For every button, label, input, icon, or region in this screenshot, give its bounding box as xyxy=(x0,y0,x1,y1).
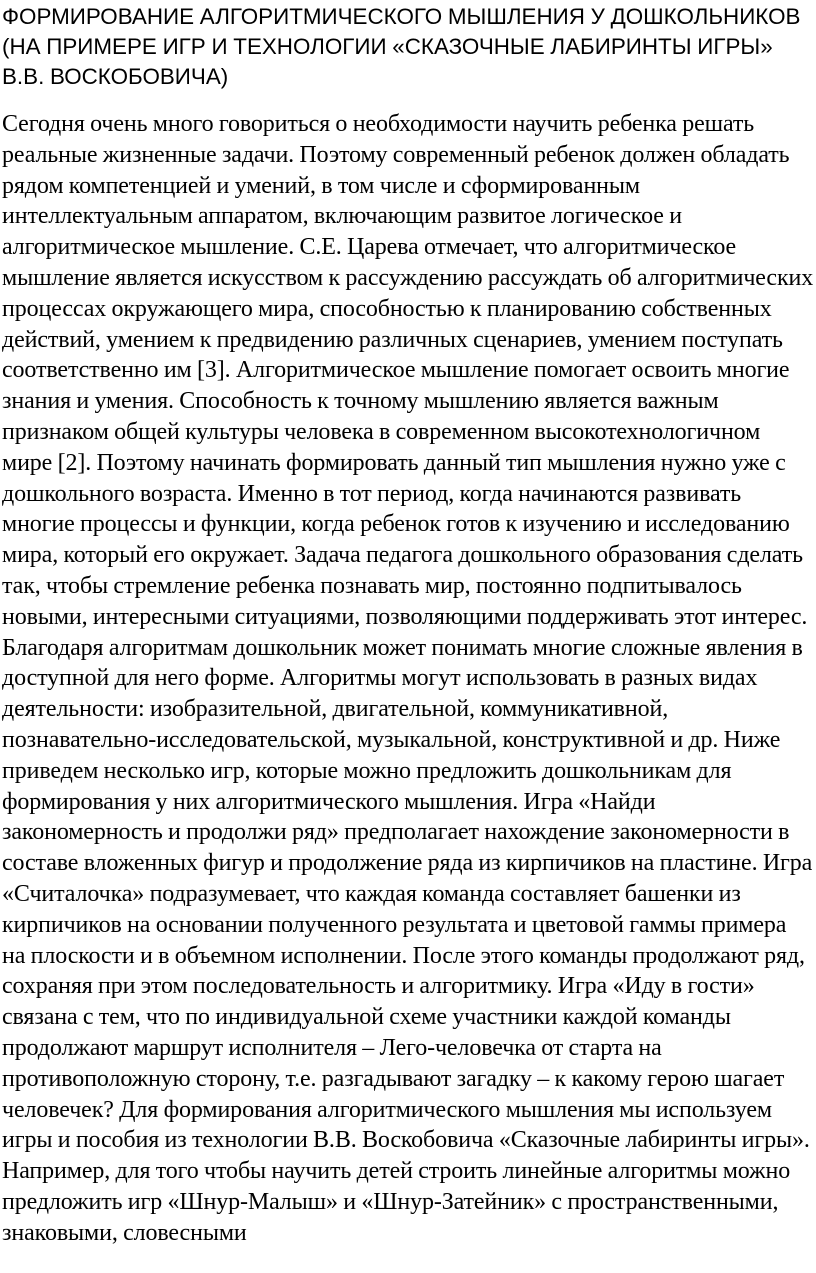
document-title: ФОРМИРОВАНИЕ АЛГОРИТМИЧЕСКОГО МЫШЛЕНИЯ У ДОШКОЛЬНИКОВ (НА ПРИМЕРЕ ИГР И ТЕХНОЛОГИИ «СКАЗОЧНЫЕ ЛАБИРИНТЫ ИГРЫ» В.В. ВОСКОБОВИЧА) xyxy=(2,4,801,89)
body-paragraph: Сегодня очень много говориться о необходимости научить ребенка решать реальные жизненные задачи. Поэтому современный ребенок должен обладать рядом компетенцией и умений, в том числе и сформированным интеллектуальным аппаратом, включающим развитое логическое и алгоритмическое мышление. С.Е. Царева отмечает, что алгоритмическое мышление является искусством к рассуждению рассуждать об алгоритмических процессах окружающего мира, способностью к планированию собственных действий, умением к предвидению различных сценариев, умением поступать соответственно им [3]. Алгоритмическое мышление помогает освоить многие знания и умения. Способность к точному мышлению является важным признаком общей культуры человека в современном высокотехнологичном мире [2]. Поэтому начинать формировать данный тип мышления нужно уже с дошкольного возраста. Именно в тот период, когда начинаются развивать многие процессы и функции, когда ребенок готов к изучению и исследованию мира, который его окружает. Задача педагога дошкольного образования сделать так, чтобы стремление ребенка познавать мир, постоянно подпитывалось новыми, интересными ситуациями, позволяющими поддерживать этот интерес. Благодаря алгоритмам дошкольник может понимать многие сложные явления в доступной для него форме. Алгоритмы могут использовать в разных видах деятельности: изобразительной, двигательной, коммуникативной, познавательно-исследовательской, музыкальной, конструктивной и др. Ниже приведем несколько игр, которые можно предложить дошкольникам для формирования у них алгоритмического мышления. Игра «Найди закономерность и продолжи ряд» предполагает нахождение закономерности в составе вложенных фигур и продолжение ряда из кирпичиков на пластине. Игра «Считалочка» подразумевает, что каждая команда составляет башенки из кирпичиков на основании полученного результата и цветовой гаммы примера на плоскости и в объемном исполнении. После этого команды продолжают ряд, сохраняя при этом последовательность и алгоритмику. Игра «Иду в гости» связана с тем, что по индивидуальной схеме участники каждой команды продолжают маршрут исполнителя – Лего-человечка от старта на противоположную сторону, т.е. разгадывают загадку – к какому герою шагает человечек? Для формирования алгоритмического мышления мы используем игры и пособия из технологии В.В. Воскобовича «Сказочные лабиринты игры». Например, для того чтобы научить детей строить линейные алгоритмы можно предложить игр «Шнур-Малыш» и «Шнур-Затейник» с пространственными, знаковыми, словесными xyxy=(2,111,814,1246)
